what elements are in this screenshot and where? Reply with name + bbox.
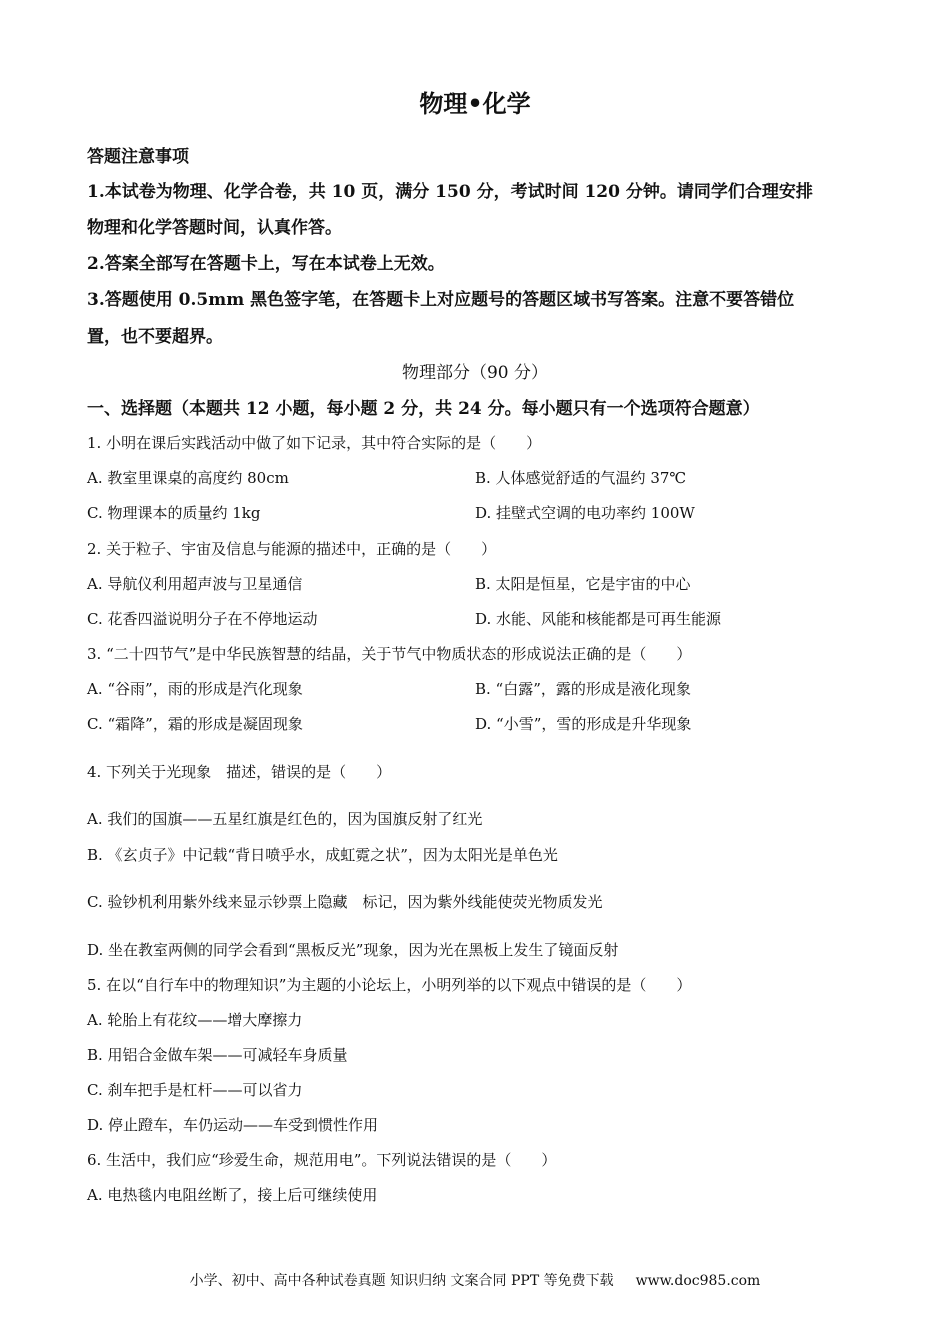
option-c: C. 验钞机利用紫外线来显示钞票上隐藏 标记，因为紫外线能使荧光物质发光 — [87, 893, 603, 911]
footer — [0, 1270, 950, 1290]
notice-item: 2.答案全部写在答题卡上，写在本试卷上无效。 — [87, 254, 445, 274]
notice-item: 物理和化学答题时间，认真作答。 — [87, 218, 342, 238]
option-a: A. 轮胎上有花纹——增大摩擦力 — [87, 1011, 303, 1029]
option-a: A. 教室里课桌的高度约 80cm — [87, 469, 289, 487]
option-d: D. 停止蹬车，车仍运动——车受到惯性作用 — [87, 1116, 379, 1134]
option-b: B. 太阳是恒星，它是宇宙的中心 — [475, 575, 691, 593]
option-d: D. “小雪”，雪的形成是升华现象 — [475, 715, 692, 733]
option-c: C. 物理课本的质量约 1kg — [87, 504, 261, 522]
option-c: C. 花香四溢说明分子在不停地运动 — [87, 610, 318, 628]
notice-item: 3.答题使用 0.5mm 黑色签字笔，在答题卡上对应题号的答题区域书写答案。注意不要答错位 — [87, 290, 795, 310]
part-heading: 一、选择题（本题共 12 小题，每小题 2 分，共 24 分。每小题只有一个选项符合题意） — [87, 399, 760, 419]
option-c: C. 刹车把手是杠杆——可以省力 — [87, 1081, 303, 1099]
footer-url[interactable]: www.doc985.com — [635, 1273, 761, 1289]
option-d: D. 水能、风能和核能都是可再生能源 — [475, 610, 722, 628]
notice-item: 置，也不要超界。 — [87, 327, 223, 347]
question-stem: 6. 生活中，我们应“珍爱生命，规范用电”。下列说法错误的是（ ） — [87, 1151, 557, 1169]
notice-item: 1.本试卷为物理、化学合卷，共 10 页，满分 150 分，考试时间 120 分钟。请同学们合理安排 — [87, 182, 813, 202]
option-b: B. 《玄贞子》中记载“背日喷乎水，成虹霓之状”，因为太阳光是单色光 — [87, 846, 558, 864]
option-a: A. 电热毯内电阻丝断了，接上后可继续使用 — [87, 1186, 378, 1204]
option-b: B. 人体感觉舒适的气温约 37℃ — [475, 469, 687, 487]
option-a: A. “谷雨”，雨的形成是汽化现象 — [87, 680, 303, 698]
page-title: 物理•化学 — [419, 89, 531, 118]
question-stem: 2. 关于粒子、宇宙及信息与能源的描述中，正确的是（ ） — [87, 540, 497, 558]
option-b: B. 用铝合金做车架——可减轻车身质量 — [87, 1046, 348, 1064]
question-stem: 5. 在以“自行车中的物理知识”为主题的小论坛上，小明列举的以下观点中错误的是（ ） — [87, 976, 692, 994]
question-stem: 1. 小明在课后实践活动中做了如下记录，其中符合实际的是（ ） — [87, 434, 542, 452]
option-b: B. “白露”，露的形成是液化现象 — [475, 680, 691, 698]
notice-heading: 答题注意事项 — [87, 147, 189, 167]
option-a: A. 我们的国旗——五星红旗是红色的，因为国旗反射了红光 — [87, 810, 483, 828]
option-a: A. 导航仪利用超声波与卫星通信 — [87, 575, 303, 593]
question-stem: 4. 下列关于光现象 描述，错误的是（ ） — [87, 763, 392, 781]
section-title: 物理部分（90 分） — [401, 363, 549, 383]
option-d: D. 坐在教室两侧的同学会看到“黑板反光”现象，因为光在黑板上发生了镜面反射 — [87, 941, 619, 959]
option-c: C. “霜降”，霜的形成是凝固现象 — [87, 715, 303, 733]
question-stem: 3. “二十四节气”是中华民族智慧的结晶，关于节气中物质状态的形成说法正确的是（ ） — [87, 645, 692, 663]
option-d: D. 挂壁式空调的电功率约 100W — [475, 504, 695, 522]
footer-text: 小学、初中、高中各种试卷真题 知识归纳 文案合同 PPT 等免费下载 — [189, 1273, 614, 1289]
